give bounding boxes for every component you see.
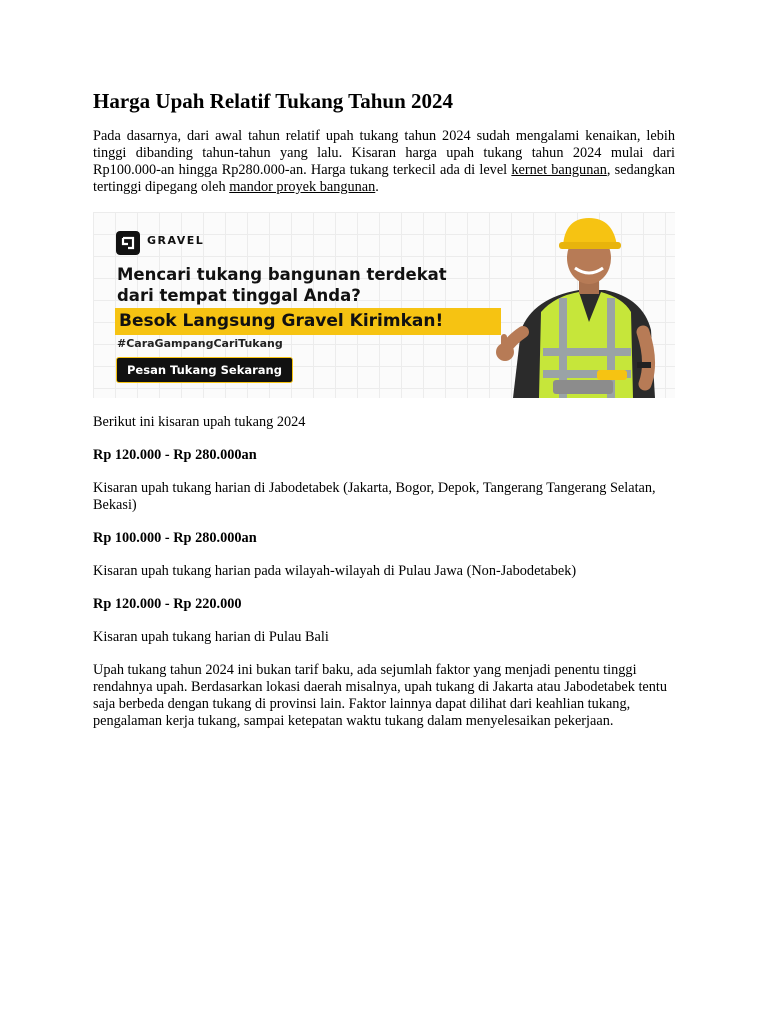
banner-headline-line2: dari tempat tinggal Anda? <box>117 286 361 305</box>
mandor-proyek-link[interactable]: mandor proyek bangunan <box>229 179 376 195</box>
banner-hashtag: #CaraGampangCariTukang <box>117 337 283 350</box>
pesan-tukang-button[interactable]: Pesan Tukang Sekarang <box>116 357 293 383</box>
document-page <box>93 88 675 730</box>
banner-headline <box>117 264 447 306</box>
page-title: Harga Upah Relatif Tukang Tahun 2024 <box>93 89 454 113</box>
price-range-3: Rp 120.000 - Rp 220.000 <box>93 596 242 612</box>
construction-worker-image <box>493 212 675 398</box>
price-range-1: Rp 120.000 - Rp 280.000an <box>93 447 257 463</box>
intro-text-end: . <box>375 179 379 195</box>
gravel-logo-icon <box>116 231 140 255</box>
gravel-banner[interactable] <box>93 212 675 398</box>
price-desc-3: Kisaran upah tukang harian di Pulau Bali <box>93 629 329 645</box>
intro-paragraph <box>93 128 675 196</box>
price-desc-1: Kisaran upah tukang harian di Jabodetabek (Jakarta, Bogor, Depok, Tangerang Tangerang Selatan, Bekasi) <box>93 480 656 513</box>
outro-paragraph: Upah tukang tahun 2024 ini bukan tarif baku, ada sejumlah faktor yang menjadi penentu tinggi rendahnya upah. Berdasarkan lokasi daerah misalnya, upah tukang di Jakarta atau Jabodetabek tentu saja berbeda dengan tukang di provinsi lain. Faktor lainnya dapat dilihat dari keahlian tukang, pengalaman kerja tukang, sampai ketepatan waktu tukang dalam menyelesaikan pekerjaan. <box>93 662 668 729</box>
price-range-2: Rp 100.000 - Rp 280.000an <box>93 530 257 546</box>
intro-text: Pada dasarnya, dari awal tahun relatif upah tukang tahun 2024 sudah mengalami kenaikan, lebih tinggi dibanding tahun-tahun yang lalu. Kisaran harga upah tukang tahun 2024 mulai dari Rp100.000-an hingga Rp280.000-an. Harga tukang terkecil ada di level <box>93 128 675 178</box>
intro-text-middle: , sedangkan tertinggi dipegang oleh <box>93 162 675 195</box>
banner-headline-line1: Mencari tukang bangunan terdekat <box>117 265 447 284</box>
banner-highlight-text: Besok Langsung Gravel Kirimkan! <box>119 311 444 331</box>
list-lead: Berikut ini kisaran upah tukang 2024 <box>93 414 306 430</box>
wage-list <box>93 414 675 646</box>
gravel-logo-text: GRAVEL <box>147 234 205 247</box>
kernet-bangunan-link[interactable]: kernet bangunan <box>511 162 607 178</box>
price-desc-2: Kisaran upah tukang harian pada wilayah-wilayah di Pulau Jawa (Non-Jabodetabek) <box>93 563 577 579</box>
